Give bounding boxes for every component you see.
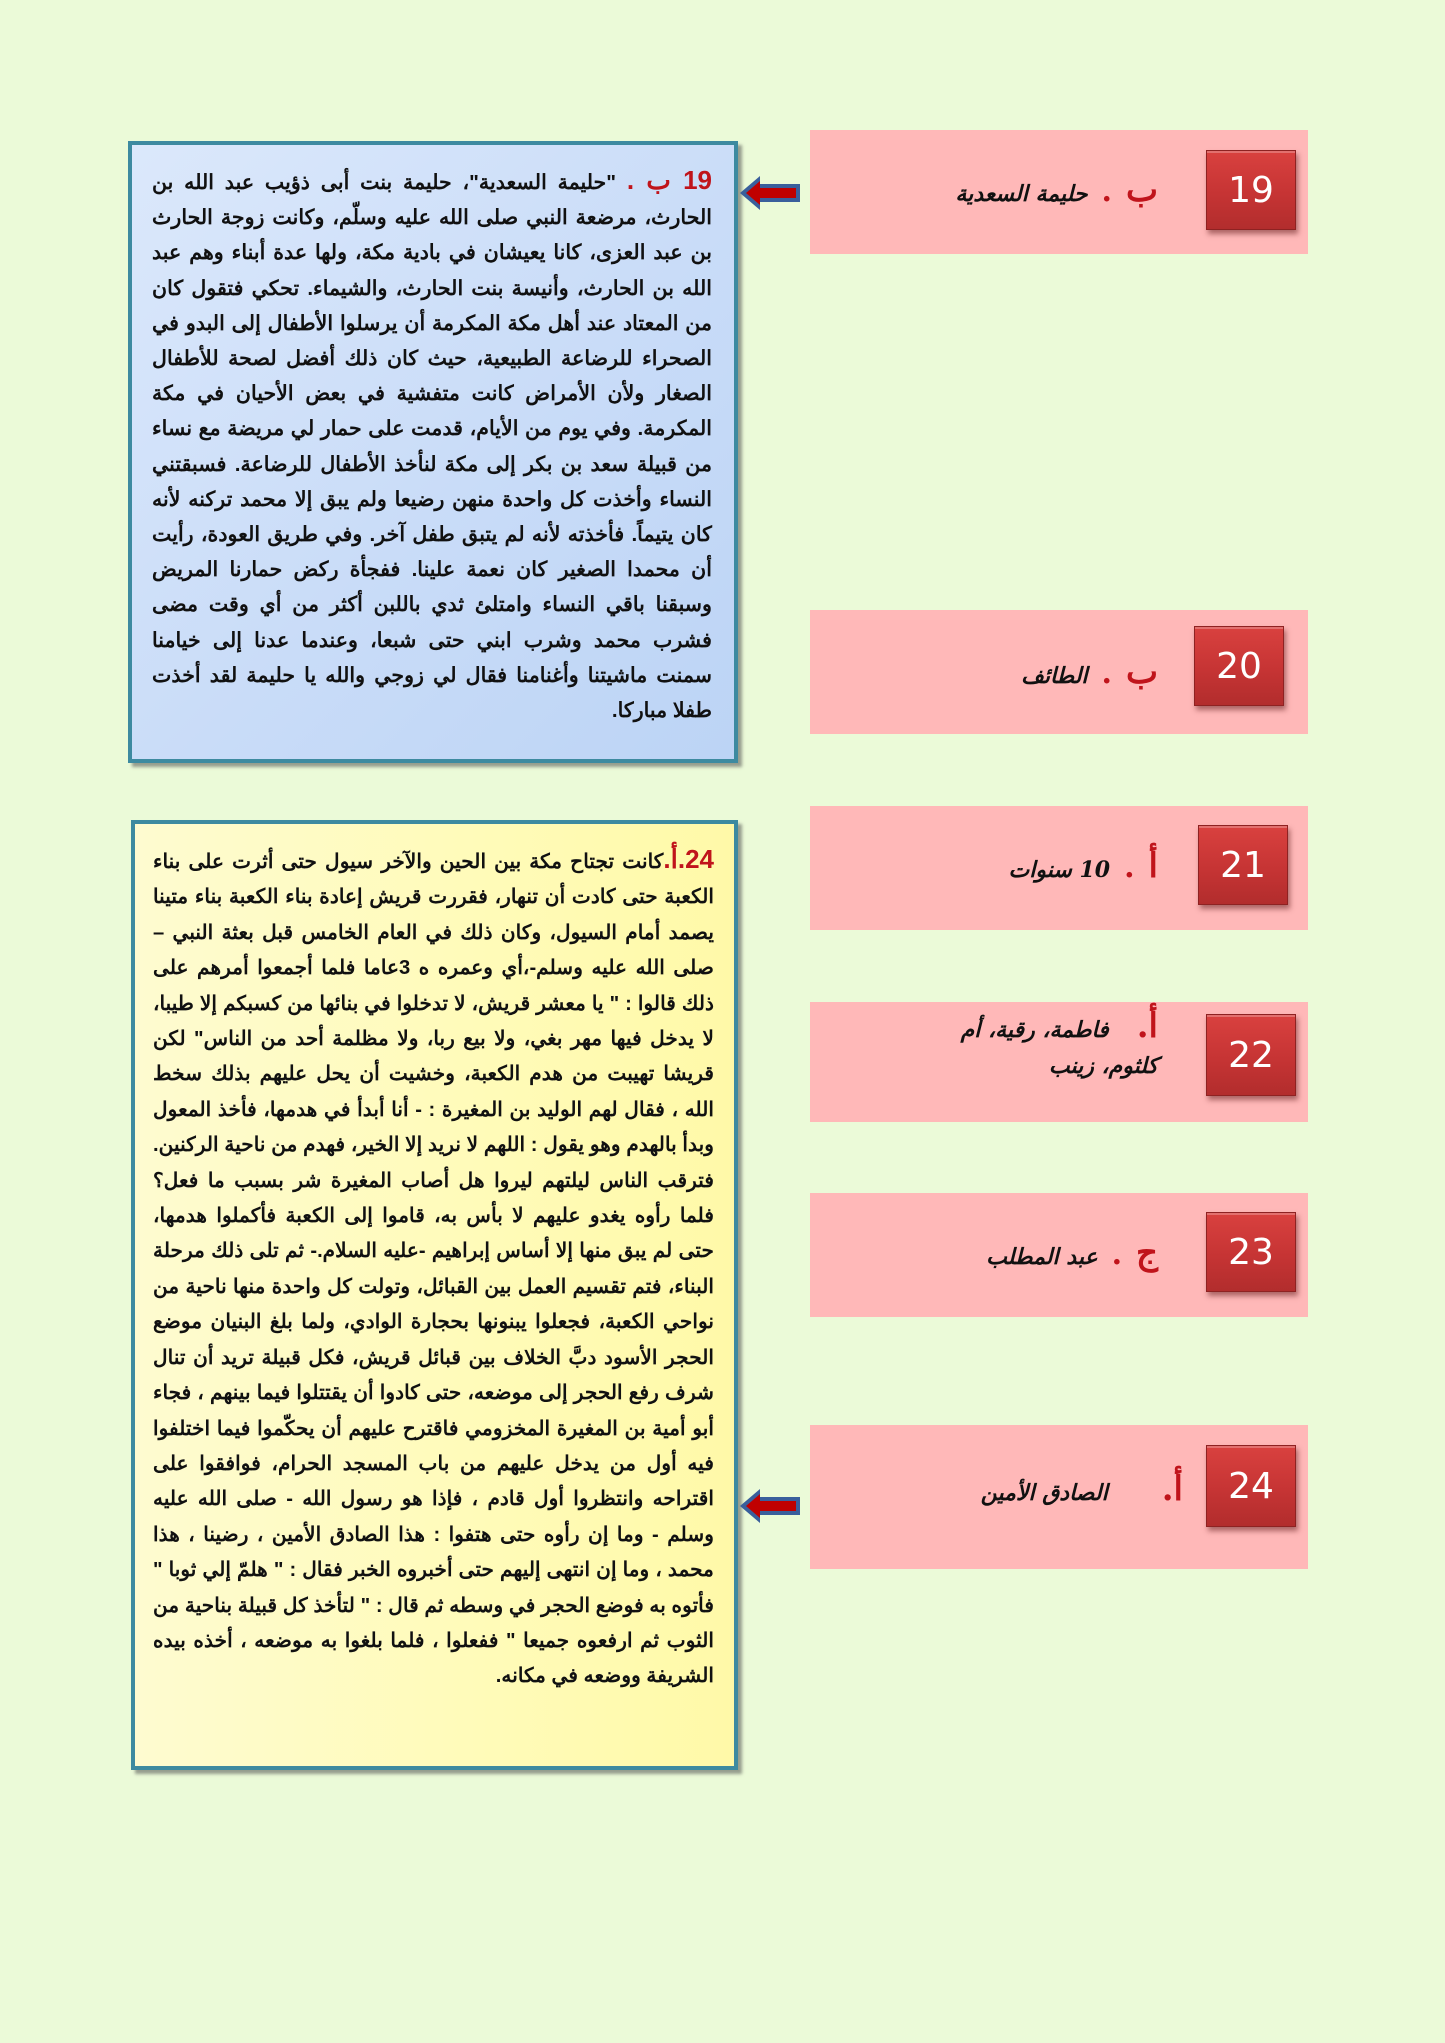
answer-letter: أ. xyxy=(1161,1469,1183,1509)
answer-card-21 xyxy=(810,806,1308,930)
answer-text xyxy=(898,1008,1158,1084)
answer-card-19 xyxy=(810,130,1308,254)
answer-letter: أ xyxy=(1148,846,1158,886)
answer-text xyxy=(1009,846,1158,886)
explanation-box-19 xyxy=(128,141,738,763)
answer-letter: ب xyxy=(1125,652,1158,692)
explanation-box-24 xyxy=(131,820,738,1770)
question-number-badge: 23 xyxy=(1206,1212,1296,1292)
question-number-badge: 24 xyxy=(1206,1445,1296,1527)
answer-text xyxy=(1021,652,1158,692)
explanation-text-24: كانت تجتاح مكة بين الحين والآخر سيول حتى أثرت على بناء الكعبة حتى كادت أن تنهار، فقررت قريش إعادة بناء الكعبة بناء متينا يصمد أمام السيول، وكان ذلك في العام الخامس قبل بعثة النبي – صلى الله عليه وسلم-،أي وعمره ه 3عاما فلما أجمعوا أمرهم على ذلك قالوا : " يا معشر قريش، لا تدخلوا في بنائها من كسبكم إلا طيبا، لا يدخل فيها مهر بغي، ولا بيع ربا، ولا مظلمة أحد من الناس" لكن قريشا تهيبت من هدم الكعبة، وخشيت أن يحل عليهم بذلك سخط الله ، فقال لهم الوليد بن المغيرة : - أنا أبدأ في هدمها، فأخذ المعول وبدأ بالهدم وهو يقول : اللهم لا نريد إلا الخير، فهدم من ناحية الركنين. فترقب الناس ليلتهم ليروا هل أصاب المغيرة شر بسبب ما فعل؟ فلما رأوه يغدو عليهم لا بأس به، قاموا إلى الكعبة فأكملوا هدمها، حتى لم يبق منها إلا أساس إبراهيم -عليه السلام.- ثم تلى ذلك مرحلة البناء، فتم تقسيم العمل بين القبائل، وتولت كل واحدة منها ناحية من نواحي الكعبة، فجعلوا يبنونها بحجارة الوادي، ولما بلغ البنيان موضع الحجر الأسود دبَّ الخلاف بين قبائل قريش، فكل قبيلة تريد أن تنال شرف رفع الحجر إلى موضعه، حتى كادوا أن يقتتلوا فيما بينهم ، فجاء أبو أمية بن المغيرة المخزومي فاقترح عليهم أن يحكّموا فيما اختلفوا فيه أول من يدخل عليهم من باب المسجد الحرام، فوافقوا على اقتراحه وانتظروا أول قادم ، فإذا هو رسول الله - صلى الله عليه وسلم - وما إن رأوه حتى هتفوا : هذا الصادق الأمين ، رضينا ، هذا محمد ، وما إن انتهى إليهم حتى أخبروه الخبر فقال : " هلمّ إلي ثوبا " فأتوه به فوضع الحجر في وسطه ثم قال : " لتأخذ كل قبيلة بناحية من الثوب ثم ارفعوه جميعا " ففعلوا ، فلما بلغوا به موضعه ، أخذه بيده الشريفة ووضعه في مكانه. xyxy=(153,851,715,1688)
answer-dot: . xyxy=(1111,1237,1123,1272)
answer-card-23 xyxy=(810,1193,1308,1317)
answer-value: فاطمة، رقية، أم كلثوم، زينب xyxy=(960,1017,1158,1079)
answer-card-22 xyxy=(810,1002,1308,1122)
answer-card-24 xyxy=(810,1425,1308,1569)
answer-dot: . xyxy=(1124,850,1135,885)
question-number-badge: 19 xyxy=(1206,150,1296,230)
answer-value: الطائف xyxy=(1021,663,1088,689)
answer-value: عبد المطلب xyxy=(986,1244,1098,1270)
answer-letter: ب xyxy=(1125,170,1158,210)
left-arrow-icon xyxy=(738,1487,802,1525)
answer-text xyxy=(986,1233,1158,1273)
question-number-badge: 22 xyxy=(1206,1014,1296,1096)
answer-value: حليمة السعدية xyxy=(955,181,1088,207)
explanation-lead-19: 19 ب . xyxy=(626,165,712,195)
explanation-lead-24: 24.أ. xyxy=(663,844,714,874)
answer-value: 10 سنوات xyxy=(1008,857,1111,883)
explanation-text-19: "حليمة السعدية"، حليمة بنت أبى ذؤيب عبد الله بن الحارث، مرضعة النبي صلى الله عليه وسلّم، وكانت زوجة الحارث بن عبد العزى، كانا يعيشان في بادية مكة، ولها عدة أبناء وهم عبد الله بن الحارث، وأنيسة بنت الحارث، والشيماء. تحكي فتقول كان من المعتاد عند أهل مكة المكرمة أن يرسلوا الأطفال إلى البدو في الصحراء للرضاعة الطبيعية، حيث كان ذلك أفضل لصحة للأطفال الصغار ولأن الأمراض كانت متفشية في بعض الأحيان في مكة المكرمة. وفي يوم من الأيام، قدمت على حمار لي مريضة مع نساء من قبيلة سعد بن بكر إلى مكة لنأخذ الأطفال للرضاعة. فسبقتني النساء وأخذت كل واحدة منهن رضيعا ولم يبق إلا محمد تركنه لأنه كان يتيماً. فأخذته لأنه لم يتبق طفل آخر. وفي طريق العودة، رأيت أن محمدا الصغير كان نعمة علينا. ففجأة ركض حمارنا المريض وسبقنا باقي النساء وامتلئ ثدي باللبن أكثر من أي وقت مضى فشرب محمد وشرب ابني حتى شبعا، وعندما عدنا إلى خيامنا سمنت ماشيتنا وأغنامنا فقال لي زوجي والله يا حليمة لقد أخذت طفلا مباركا. xyxy=(152,171,712,723)
answer-dot: . xyxy=(1101,656,1112,691)
question-number-badge: 21 xyxy=(1198,825,1288,905)
question-number-badge: 20 xyxy=(1194,626,1284,706)
answer-letter: أ. xyxy=(1136,1006,1158,1046)
answer-dot: . xyxy=(1101,174,1112,209)
answer-value: الصادق الأمين xyxy=(980,1480,1108,1506)
left-arrow-icon xyxy=(738,174,802,212)
answer-card-20 xyxy=(810,610,1308,734)
answer-letter: ج xyxy=(1136,1233,1158,1273)
answer-text xyxy=(981,1469,1183,1509)
answer-text xyxy=(955,170,1158,210)
